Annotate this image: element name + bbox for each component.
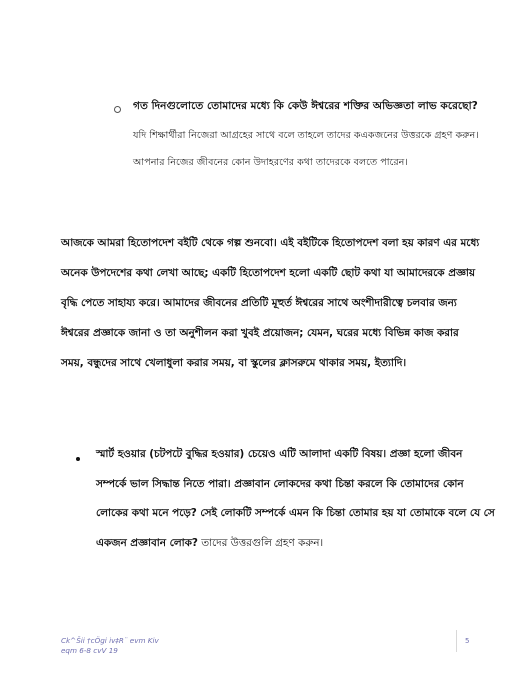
bullet-dot-icon — [76, 457, 80, 461]
circle-bullet-icon — [114, 106, 121, 113]
footer-title — [61, 636, 159, 656]
teacher-instruction: যদি শিক্ষার্থীরা নিজেরা আগ্রহের সাথে বলে তাহলে তাদের কএকজনের উত্তরকে গ্রহণ করুন। আপনার নিজের জীবনের কোন উদাহরণের কথা তাদেরকে বলতে পারেন। — [133, 130, 479, 168]
footer-line-1: Ck^Šii †cÖgi iv‡R¨ evm Kiv — [61, 636, 159, 645]
footer-line-2: eqm 6-8 cvV 19 — [61, 646, 118, 655]
question-heading: গত দিনগুলোতে তোমাদের মধ্যে কি কেউ ঈশ্বরের শক্তির অভিজ্ঞতা লাভ করেছো? — [133, 100, 478, 112]
page-number: 5 — [465, 637, 470, 645]
bullet-item — [96, 440, 496, 558]
bullet-instruction-text: তাদের উত্তরগুলি গ্রহণ করুন। — [197, 536, 324, 549]
footer-divider — [456, 630, 457, 652]
body-paragraph: আজকে আমরা হিতোপদেশ বইটি থেকে গল্প শুনবো। এই বইটিকে হিতোপদেশ বলা হয় কারণ এর মধ্যে অনেক উপদেশের কথা লেখা আছে; একটি হিতোপদেশ হলো একটি ছোট কথা যা আমাদেরকে প্রজ্ঞায় বৃদ্ধি পেতে সাহায্য করে। আমাদের জীবনের প্রতিটি মূহুর্ত ঈশ্বরের সাথে অংশীদারীত্বে চলবার জন্য ঈশ্বরের প্রজ্ঞাকে জানা ও তা অনুশীলন করা খুবই প্রয়োজন; যেমন, ঘরের মধ্যে বিভিন্ন কাজ করার সময়, বন্ধুদের সাথে খেলাধুলা করার সময়, বা স্কুলের ক্লাসরুমে থাকার সময়, ইত্যাদি। — [61, 237, 480, 369]
bullet-bold-text: স্মার্ট হওয়ার (চটপটে বুদ্ধির হওয়ার) চেয়েও এটি আলাদা একটি বিষয়। প্রজ্ঞা হলো জীবন সম্পর্কে ভাল সিদ্ধান্ত নিতে পারা। প্রজ্ঞাবান লোকদের কথা চিন্তা করলে কি তোমাদের কোন লোকের কথা মনে পড়ে? সেই লোকটি সম্পর্কে এমন কি চিন্তা তোমার হয় যা তোমাকে বলে যে সে একজন প্রজ্ঞাবান লোক? — [96, 448, 495, 549]
